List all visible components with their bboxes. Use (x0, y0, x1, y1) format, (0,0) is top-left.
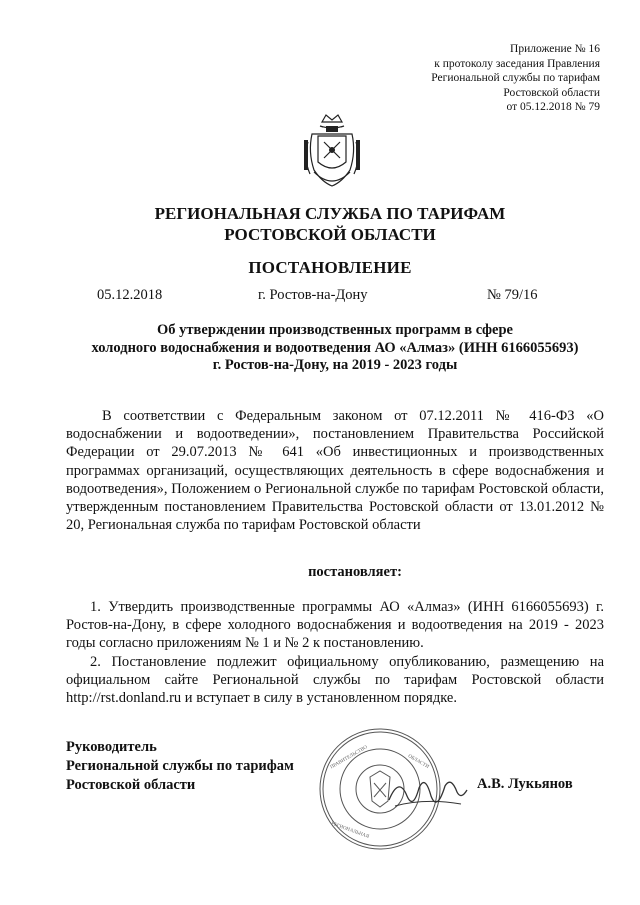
document-city: г. Ростов-на-Дону (258, 287, 368, 303)
document-number: № 79/16 (487, 287, 538, 303)
signer-position-line: Руководитель (66, 739, 157, 755)
appendix-line: от 05.12.2018 № 79 (506, 101, 600, 113)
appendix-line: к протоколу заседания Правления (434, 57, 600, 70)
document-subject (60, 322, 610, 375)
decree-word: постановляет: (308, 564, 402, 580)
appendix-note (340, 42, 600, 115)
issuer-title-line: РОСТОВСКОЙ ОБЛАСТИ (224, 225, 436, 244)
subject-line: г. Ростов-на-Дону, на 2019 - 2023 годы (212, 357, 458, 373)
preamble-paragraph: В соответствии с Федеральным законом от 07.12.2011 № 416-ФЗ «О водоснабжении и водоотведении», постановлением Правительства Российской Федерации от 29.07.2013 № 641 «Об инвестиционных и производственных программах организаций, осуществляющих деятельность в сфере водоснабжения и водоотведения», Положением о Региональной службе по тарифам Ростовской области, утвержденным постановлением Правительства Ростовской области от 13.01.2012 № 20, Региональная служба по тарифам Ростовской области (66, 408, 604, 534)
svg-text:ПРАВИТЕЛЬСТВО: ПРАВИТЕЛЬСТВО (329, 745, 369, 771)
appendix-line: Региональной службы по тарифам (431, 72, 600, 84)
signer-position-line: Ростовской области (66, 777, 196, 793)
rostov-coat-of-arms-icon (300, 112, 364, 192)
document-type: ПОСТАНОВЛЕНИЕ (248, 258, 412, 277)
svg-text:РЕГИОНАЛЬНАЯ: РЕГИОНАЛЬНАЯ (330, 821, 370, 840)
subject-line: холодного водоснабжения и водоотведения АО «Алмаз» (ИНН 6166055693) (91, 339, 579, 356)
appendix-line: Приложение № 16 (510, 43, 600, 55)
decree-points (66, 598, 604, 707)
appendix-line: Ростовской области (503, 86, 600, 99)
signer-position-line: Региональной службы по тарифам (66, 758, 294, 774)
svg-text:ОБЛАСТИ: ОБЛАСТИ (406, 754, 430, 770)
subject-line: Об утверждении производственных программ в сфере (157, 322, 513, 338)
decree-point: 2. Постановление подлежит официальному опубликованию, размещению на официальном сайте Региональной службы по тарифам Ростовской области http://rst.donland.ru и вступает в силу в установленном порядке. (66, 653, 604, 707)
document-date: 05.12.2018 (97, 287, 163, 303)
signer-block (66, 738, 294, 795)
decree-point: 1. Утвердить производственные программы АО «Алмаз» (ИНН 6166055693) г. Ростов-на-Дону, в сфере холодного водоснабжения и водоотведения на 2019 - 2023 годы согласно приложениям № 1 и № 2 к постановлению. (66, 599, 604, 652)
issuer-title (60, 203, 600, 245)
signer-name: А.В. Лукьянов (477, 776, 573, 792)
handwritten-signature-icon (385, 770, 470, 815)
issuer-title-line: РЕГИОНАЛЬНАЯ СЛУЖБА ПО ТАРИФАМ (154, 204, 506, 223)
